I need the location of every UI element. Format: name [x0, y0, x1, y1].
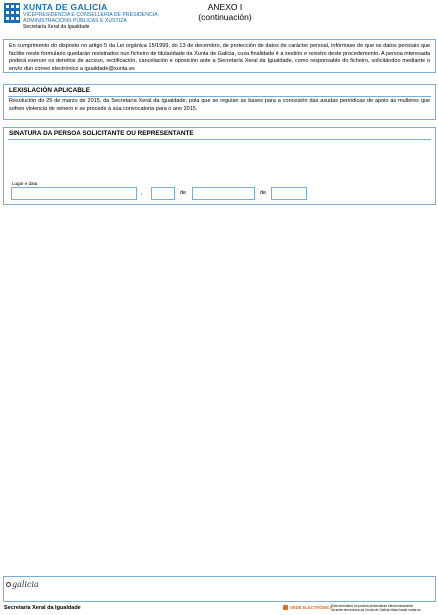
sede-note-line-1: Este formulario só poderá presentarse electronicamente: [331, 604, 414, 608]
sede-electronica-label: SEDE ELECTRÓNICA: [290, 605, 333, 610]
department-line-2: ADMINISTRACIÓNS PÚBLICAS E XUSTIZA: [23, 18, 127, 24]
sede-electronica-icon: [283, 605, 288, 610]
place-date-label: Lugar e data: [12, 181, 38, 186]
year-input[interactable]: [271, 187, 307, 200]
legislation-box: [3, 84, 436, 120]
footer-logo-box: [3, 576, 436, 602]
legislation-divider: [8, 96, 431, 97]
data-protection-box: [3, 39, 436, 73]
place-input[interactable]: [11, 187, 137, 200]
signature-box: [3, 127, 436, 205]
sede-note-line-2: na sede electrónica da Xunta de Galicia https://sede.xunta.es: [331, 608, 421, 612]
brand-name: XUNTA DE GALICIA: [23, 2, 108, 12]
de-separator-2: de: [260, 190, 267, 196]
legislation-title: LEXISLACIÓN APLICABLE: [9, 87, 91, 94]
galicia-logo-icon: [6, 582, 11, 587]
signature-title: SINATURA DA PERSOA SOLICITANTE OU REPRESENTANTE: [9, 130, 194, 137]
xunta-logo-icon: [4, 3, 20, 23]
month-input[interactable]: [192, 187, 255, 200]
annex-subtitle: (continuación): [198, 12, 252, 22]
legislation-text: Resolución do 25 de marzo de 2015, da Secretaría Xeral da Igualdade, pola que se regulan as bases para a concesión das axudas periódicas de apoio ás mulleres que sofren violencia de xénero e se procede á súa convocatoria para o ano 2015.: [9, 98, 430, 112]
day-input[interactable]: [151, 187, 175, 200]
galicia-logo-text: galicia: [12, 580, 39, 589]
de-separator-1: de: [180, 190, 187, 196]
department-line-1: VICEPRESIDENCIA E CONSELLERÍA DE PRESIDENCIA,: [23, 12, 160, 18]
annex-title: [180, 2, 270, 22]
data-protection-text: En cumprimento do disposto no artigo 5 da Lei orgánica 15/1999, do 13 de decembro, de protección de datos de carácter persoal, infórmase de que os datos persoais que facilite neste formulario quedarán rexistrados nun ficheiro de titularidade da Xunta de Galicia, cuxa finalidade é a xestión e rexistro deste procedemento. A persoa interesada poderá exercer os dereitos de acceso, rectificación, cancelación e oposición ante a Secretaría Xeral da Igualdade, como responsable do ficheiro, solicitándoo mediante o envío dun correo electrónico a igualdade@xunta.es: [9, 43, 430, 72]
signature-divider: [8, 139, 431, 140]
annex-title-text: ANEXO I: [207, 2, 243, 12]
footer-secretaria: Secretaría Xeral da Igualdade: [4, 605, 81, 611]
comma-separator: ,: [141, 190, 143, 196]
department-line-3: Secretaría Xeral da Igualdade: [23, 24, 90, 30]
